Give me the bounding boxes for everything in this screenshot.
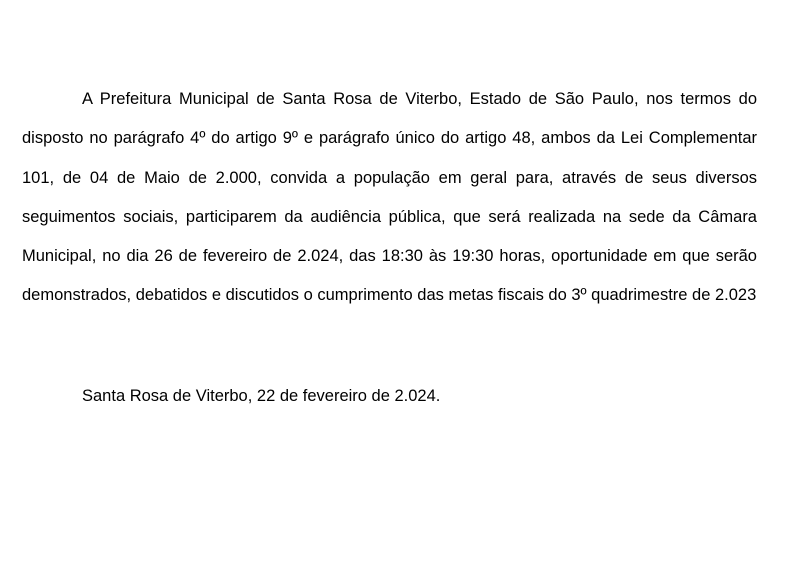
notice-body-paragraph: A Prefeitura Municipal de Santa Rosa de Viterbo, Estado de São Paulo, nos termos do disposto no parágrafo 4º do artigo 9º e parágrafo único do artigo 48, ambos da Lei Complementar 101, de 04 de Maio de 2.000, convida a população em geral para, através de seus diversos seguimentos sociais, participarem da audiência pública, que será realizada na sede da Câmara Municipal, no dia 26 de fevereiro de 2.024, das 18:30 às 19:30 horas, oportunidade em que serão demonstrados, debatidos e discutidos o cumprimento das metas fiscais do 3º quadrimestre de 2.023 xyxy=(22,90,757,305)
place-and-date-line: Santa Rosa de Viterbo, 22 de fevereiro de 2.024. xyxy=(82,386,441,405)
